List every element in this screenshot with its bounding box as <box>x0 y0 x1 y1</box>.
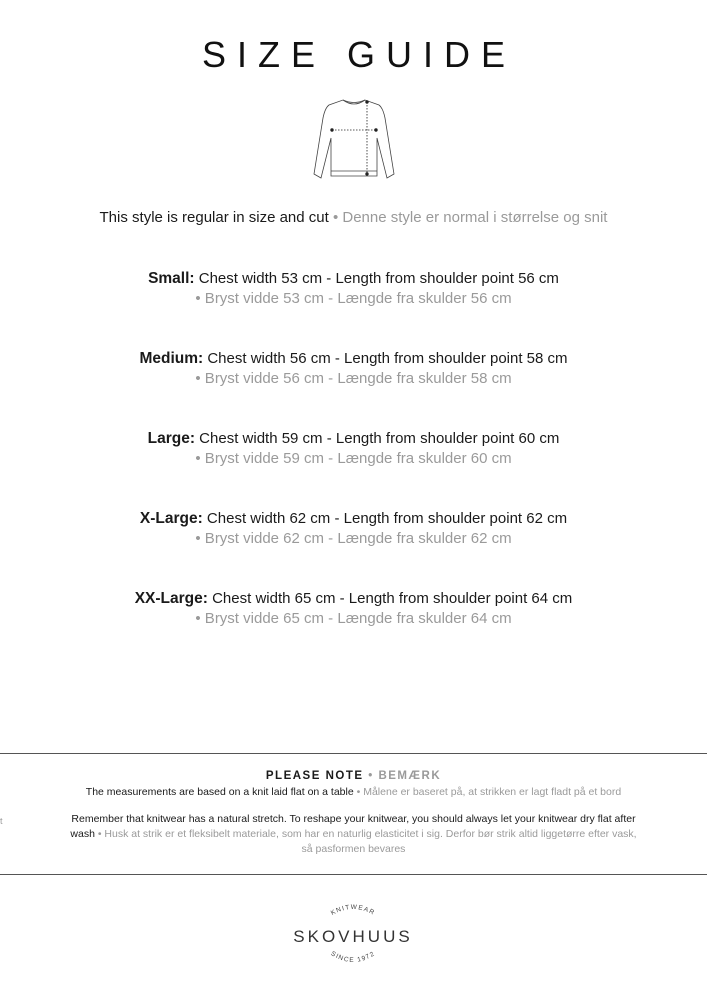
size-danish: • Bryst vidde 56 cm - Længde fra skulder 58 cm <box>195 370 512 387</box>
note-heading <box>0 768 707 784</box>
size-english: Chest width 62 cm - Length from shoulder point 62 cm <box>206 510 568 527</box>
note-p2-english: Remember that knitwear has a natural stretch. To reshape your knitwear, you should always let your knitwear dry flat after wash <box>70 813 636 840</box>
size-medium <box>0 349 707 389</box>
size-danish: • Bryst vidde 53 cm - Længde fra skulder 56 cm <box>195 290 512 307</box>
note-paragraph-2 <box>0 812 707 857</box>
note-p1-danish: • Målene er baseret på, at strikken er lagt fladt på et bord <box>356 786 622 798</box>
svg-text:SINCE 1972 <box>330 950 377 964</box>
please-note-section <box>0 768 707 857</box>
size-label: Medium: <box>139 350 204 367</box>
size-english: Chest width 53 cm - Length from shoulder point 56 cm <box>198 270 559 287</box>
size-xx-large <box>0 589 707 629</box>
size-label: X-Large: <box>139 510 203 527</box>
intro-english: This style is regular in size and cut <box>99 209 329 226</box>
size-x-large <box>0 509 707 549</box>
size-small <box>0 269 707 309</box>
note-p1-english: The measurements are based on a knit laid flat on a table <box>85 786 354 798</box>
size-english: Chest width 65 cm - Length from shoulder point 64 cm <box>212 590 573 607</box>
size-english: Chest width 56 cm - Length from shoulder point 58 cm <box>207 350 568 367</box>
note-heading-english: PLEASE NOTE <box>265 770 364 782</box>
skovhuus-logo <box>268 890 438 980</box>
page-title: SIZE GUIDE <box>201 34 517 75</box>
style-fit-note <box>0 209 707 226</box>
sweater-measurement-diagram <box>311 96 397 186</box>
svg-text:KNITWEAR <box>330 904 376 917</box>
logo-top-arc: KNITWEAR <box>329 903 377 917</box>
size-large <box>0 429 707 469</box>
size-english: Chest width 59 cm - Length from shoulder point 60 cm <box>199 430 560 447</box>
note-heading-danish: • BEMÆRK <box>368 770 442 782</box>
note-p2-danish: • Husk at strik er et fleksibelt materiale, som har en naturlig elasticitet i sig. Derfor bør strik altid liggetørre efter vask, så pasformen bevares <box>97 828 637 855</box>
note-paragraph-1 <box>0 785 707 800</box>
logo-bottom-arc: SINCE 1972 <box>329 950 377 965</box>
divider-bottom <box>0 874 707 875</box>
size-label: XX-Large: <box>134 590 208 607</box>
size-danish: • Bryst vidde 59 cm - Længde fra skulder 60 cm <box>195 450 512 467</box>
size-label: Large: <box>147 430 195 447</box>
edge-mark: t <box>0 816 3 826</box>
size-danish: • Bryst vidde 62 cm - Længde fra skulder 62 cm <box>195 530 512 547</box>
size-label: Small: <box>148 270 195 287</box>
size-danish: • Bryst vidde 65 cm - Længde fra skulder 64 cm <box>195 610 512 627</box>
logo-brand: SKOVHUUS <box>293 927 413 946</box>
divider-top <box>0 753 707 754</box>
intro-danish: • Denne style er normal i størrelse og snit <box>332 209 608 226</box>
